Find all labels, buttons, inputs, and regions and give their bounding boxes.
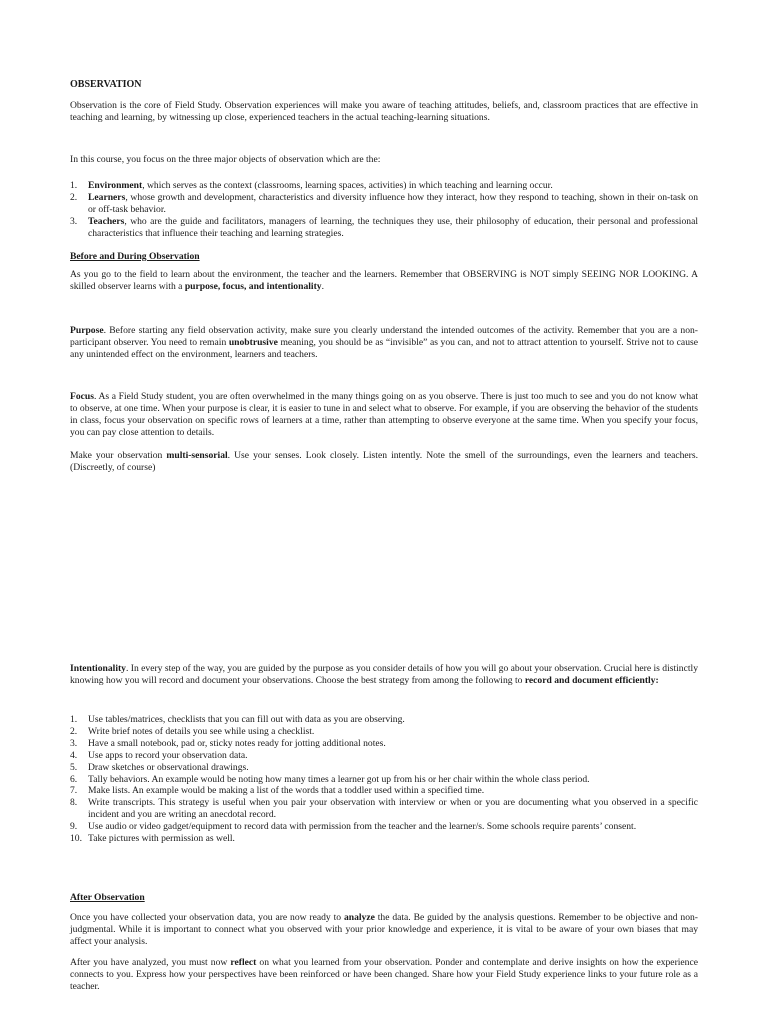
list-text: , which serves as the context (classrooms, learning spaces, activities) in which teaching and learning occur. (142, 180, 553, 191)
before-paragraph: As you go to the field to learn about the environment, the teacher and the learners. Remember that OBSERVING is NOT simply SEEING NOR LOOKING. A skilled observer learns with a purpose, focus, and intentionality. (70, 269, 698, 292)
list-number: 10. (70, 833, 82, 845)
list-item (70, 785, 698, 797)
list-term: Environment (88, 180, 143, 191)
analyze-paragraph: Once you have collected your observation data, you are now ready to analyze the data. Be guided by the analysis questions. Remember to be objective and non-judgmental. While it is important to connect what you observed with your prior knowledge and experience, it is vital to be aware of your own biases that may affect your analysis. (70, 912, 698, 947)
list-item (70, 774, 698, 786)
list-item (70, 192, 698, 216)
list-text: Tally behaviors. An example would be noting how many times a learner got up from his or her chair within the whole class period. (88, 773, 590, 785)
strategies-list (70, 714, 698, 845)
list-number: 1. (70, 180, 78, 191)
reflect-paragraph: After you have analyzed, you must now reflect on what you learned from your observation. Ponder and contemplate and derive insights on how the experience connects to you. Express how your perspectives have been reinforced or have been changed. Share how your Field Study experience links to your future role as a teacher. (70, 957, 698, 992)
list-number: 7. (70, 785, 78, 797)
list-number: 2. (70, 191, 78, 203)
list-number: 1. (70, 714, 78, 725)
list-text: Use audio or video gadget/equipment to record data with permission from the teacher and the learner/s. Some schools require parents’ consent. (88, 821, 637, 833)
list-term: Learners (88, 191, 126, 203)
list-text: Draw sketches or observational drawings. (88, 761, 249, 773)
intro-paragraph: Observation is the core of Field Study. Observation experiences will make you aware of teaching attitudes, beliefs, and, classroom practices that are effective in teaching and learning, by witnessing up close, experienced teachers in the actual teaching-learning situations. (70, 100, 698, 123)
list-text: Use apps to record your observation data. (88, 749, 248, 761)
list-text: Make lists. An example would be making a list of the words that a toddler used within a specified time. (88, 785, 485, 797)
list-item (70, 750, 698, 762)
list-item (70, 833, 698, 845)
focus-paragraph: Focus. As a Field Study student, you are often overwhelmed in the many things going on as you observe. There is just too much to see and you do not know what to observe, at one time. When your purpose is clear, it is easier to tune in and select what to observe. For example, if you are observing the behavior of the students in class, focus your observation on specific rows of learners at a time, rather than attempting to observe everyone at the same time. When you specify your focus, you can pay close attention to details. (70, 391, 698, 438)
list-text: Write brief notes of details you see while using a checklist. (88, 725, 315, 737)
list-number: 4. (70, 749, 78, 761)
purpose-paragraph: Purpose. Before starting any field observation activity, make sure you clearly understand the intended outcomes of the activity. Remember that you are a non-participant observer. You need to remain unobtrusive meaning, you should be as “invisible” as you can, and not to attract attention to yourself. Strive not to cause any unintended effect on the environment, learners and teachers. (70, 325, 698, 360)
objects-intro: In this course, you focus on the three major objects of observation which are the: (70, 154, 381, 165)
list-text: , who are the guide and facilitators, managers of learning, the techniques they use, their philosophy of education, their personal and professional characteristics that influence their teaching and learning strategies. (88, 215, 698, 239)
list-number: 3. (70, 737, 78, 749)
list-item (70, 216, 698, 240)
list-number: 6. (70, 773, 78, 785)
before-heading: Before and During Observation (70, 251, 200, 262)
list-item (70, 738, 698, 750)
list-text: Use tables/matrices, checklists that you can fill out with data as you are observing. (88, 714, 405, 725)
intentionality-paragraph: Intentionality. In every step of the way, you are guided by the purpose as you consider details of how you will go about your observation. Crucial here is distinctly knowing how you will record and document your observations. Choose the best strategy from among the following to record and document efficiently: (70, 663, 698, 686)
list-item (70, 180, 698, 192)
list-number: 2. (70, 725, 78, 737)
list-text: Write transcripts. This strategy is useful when you pair your observation with interview or when or you are documenting what you observed in a specific incident and you are writing an anecdotal record. (88, 797, 698, 821)
list-item (70, 821, 698, 833)
list-number: 8. (70, 797, 78, 809)
objects-list (70, 180, 698, 240)
after-heading: After Observation (70, 892, 145, 903)
list-text: Take pictures with permission as well. (88, 833, 235, 845)
list-number: 3. (70, 215, 78, 227)
document-title: OBSERVATION (70, 79, 142, 90)
list-number: 5. (70, 761, 78, 773)
multi-sensorial-paragraph: Make your observation multi-sensorial. Use your senses. Look closely. Listen intently. Note the smell of the surroundings, even the learners and teachers. (Discreetly, of course) (70, 450, 699, 473)
list-text: Have a small notebook, pad or, sticky notes ready for jotting additional notes. (88, 737, 386, 749)
list-item (70, 762, 698, 774)
list-term: Teachers (88, 215, 125, 227)
list-item (70, 797, 698, 821)
list-number: 9. (70, 821, 78, 833)
list-item (70, 714, 698, 726)
list-text: , whose growth and development, characteristics and diversity influence how they interact, how they respond to teaching, shown in their on-task on or off-task behavior. (88, 191, 698, 215)
list-item (70, 726, 698, 738)
